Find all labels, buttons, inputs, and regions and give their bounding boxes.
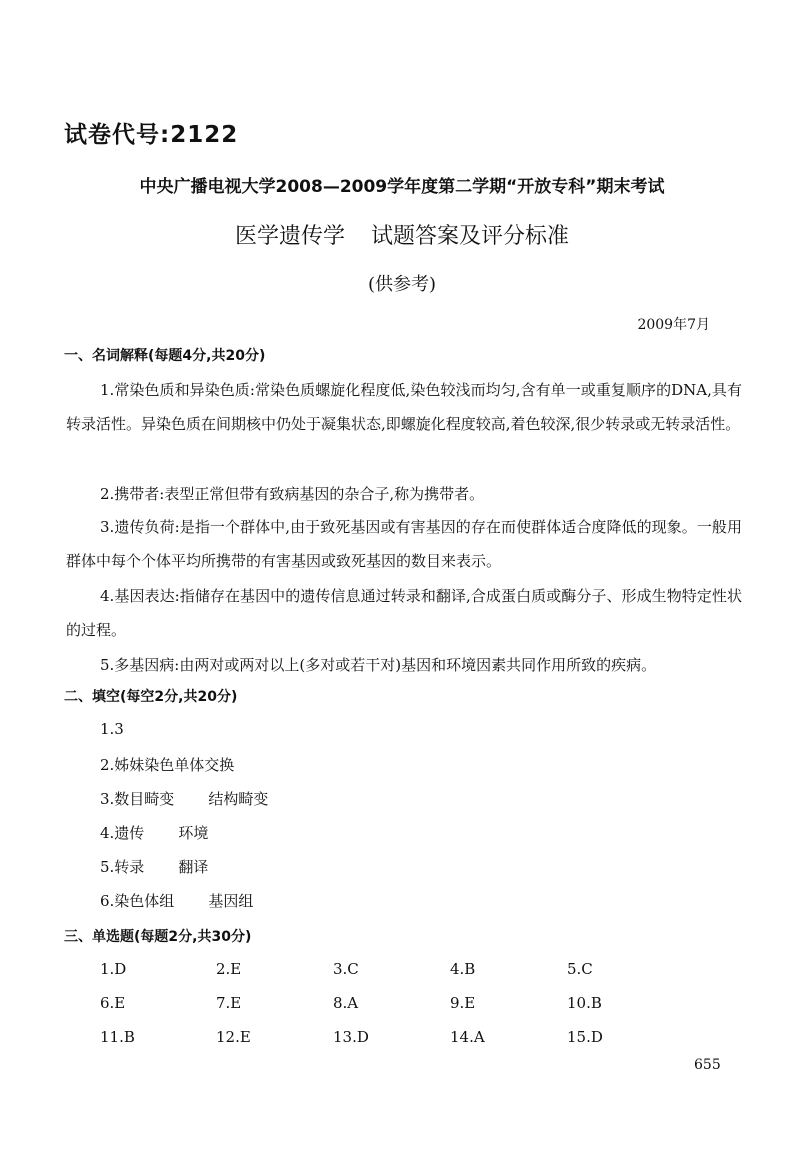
- fill-answer-row: [100, 720, 158, 738]
- definition-item: 4.基因表达:指储存在基因中的遗传信息通过转录和翻译,合成蛋白质或酶分子、形成生物特定性状的过程。: [66, 587, 742, 639]
- choice-answer: 5.C: [567, 960, 593, 978]
- choice-answer: 6.E: [100, 994, 126, 1012]
- choice-answer: 7.E: [216, 994, 242, 1012]
- fill-answer: 3.数目畸变: [100, 790, 175, 808]
- document-title: [0, 219, 804, 250]
- university-exam-line: 中央广播电视大学2008—2009学年度第二学期“开放专科”期末考试: [139, 177, 665, 197]
- choice-answer: 9.E: [450, 994, 476, 1012]
- title-suffix: 试题答案及评分标准: [371, 224, 570, 249]
- choice-answer: 13.D: [333, 1028, 369, 1046]
- choice-answer: 14.A: [450, 1028, 485, 1046]
- exam-code: 试卷代号:2122: [64, 122, 239, 148]
- definition-item: 5.多基因病:由两对或两对以上(多对或若干对)基因和环境因素共同作用所致的疾病。: [100, 656, 657, 674]
- choice-answer: 2.E: [216, 960, 242, 978]
- fill-answer: 环境: [178, 824, 209, 842]
- section-heading-definitions: 一、名词解释(每题4分,共20分): [64, 348, 266, 364]
- section-heading-single-choice: 三、单选题(每题2分,共30分): [64, 929, 252, 945]
- choice-answer: 10.B: [567, 994, 602, 1012]
- fill-answer-row: [100, 856, 208, 877]
- fill-answer: 6.染色体组: [100, 892, 175, 910]
- definition-item: 1.常染色质和异染色质:常染色质螺旋化程度低,染色较浅而均匀,含有单一或重复顺序的DNA,具有转录活性。异染色质在间期核中仍处于凝集状态,即螺旋化程度较高,着色较深,很少转录或无转录活性。: [66, 381, 742, 433]
- exam-date: 2009年7月: [637, 317, 710, 333]
- choice-answer: 8.A: [333, 994, 359, 1012]
- choice-answer: 15.D: [567, 1028, 603, 1046]
- page-number: 655: [694, 1057, 721, 1073]
- fill-answer: 2.姊妹染色单体交换: [100, 756, 235, 774]
- fill-answer-row: [100, 890, 253, 911]
- fill-answer-row: [100, 754, 268, 775]
- fill-answer: 结构畸变: [208, 790, 269, 808]
- fill-answer-row: [100, 788, 268, 809]
- definition-item: 2.携带者:表型正常但带有致病基因的杂合子,称为携带者。: [100, 485, 485, 503]
- fill-answer: 翻译: [178, 858, 209, 876]
- section-heading-fill-blank: 二、填空(每空2分,共20分): [64, 689, 238, 705]
- choice-answer: 3.C: [333, 960, 359, 978]
- fill-answer: 基因组: [208, 892, 254, 910]
- choice-answer: 1.D: [100, 960, 127, 978]
- fill-answer: 5.转录: [100, 858, 145, 876]
- fill-answer-row: [100, 822, 208, 843]
- subject-name: 医学遗传学: [234, 224, 345, 249]
- choice-answer: 11.B: [100, 1028, 135, 1046]
- choice-answer: 4.B: [450, 960, 476, 978]
- definition-item: 3.遗传负荷:是指一个群体中,由于致死基因或有害基因的存在而使群体适合度降低的现象。一般用群体中每个个体平均所携带的有害基因或致死基因的数目来表示。: [66, 518, 742, 570]
- fill-answer: 4.遗传: [100, 824, 145, 842]
- reference-note: (供参考): [367, 274, 437, 295]
- fill-answer: 1.3: [100, 720, 124, 738]
- choice-answer: 12.E: [216, 1028, 251, 1046]
